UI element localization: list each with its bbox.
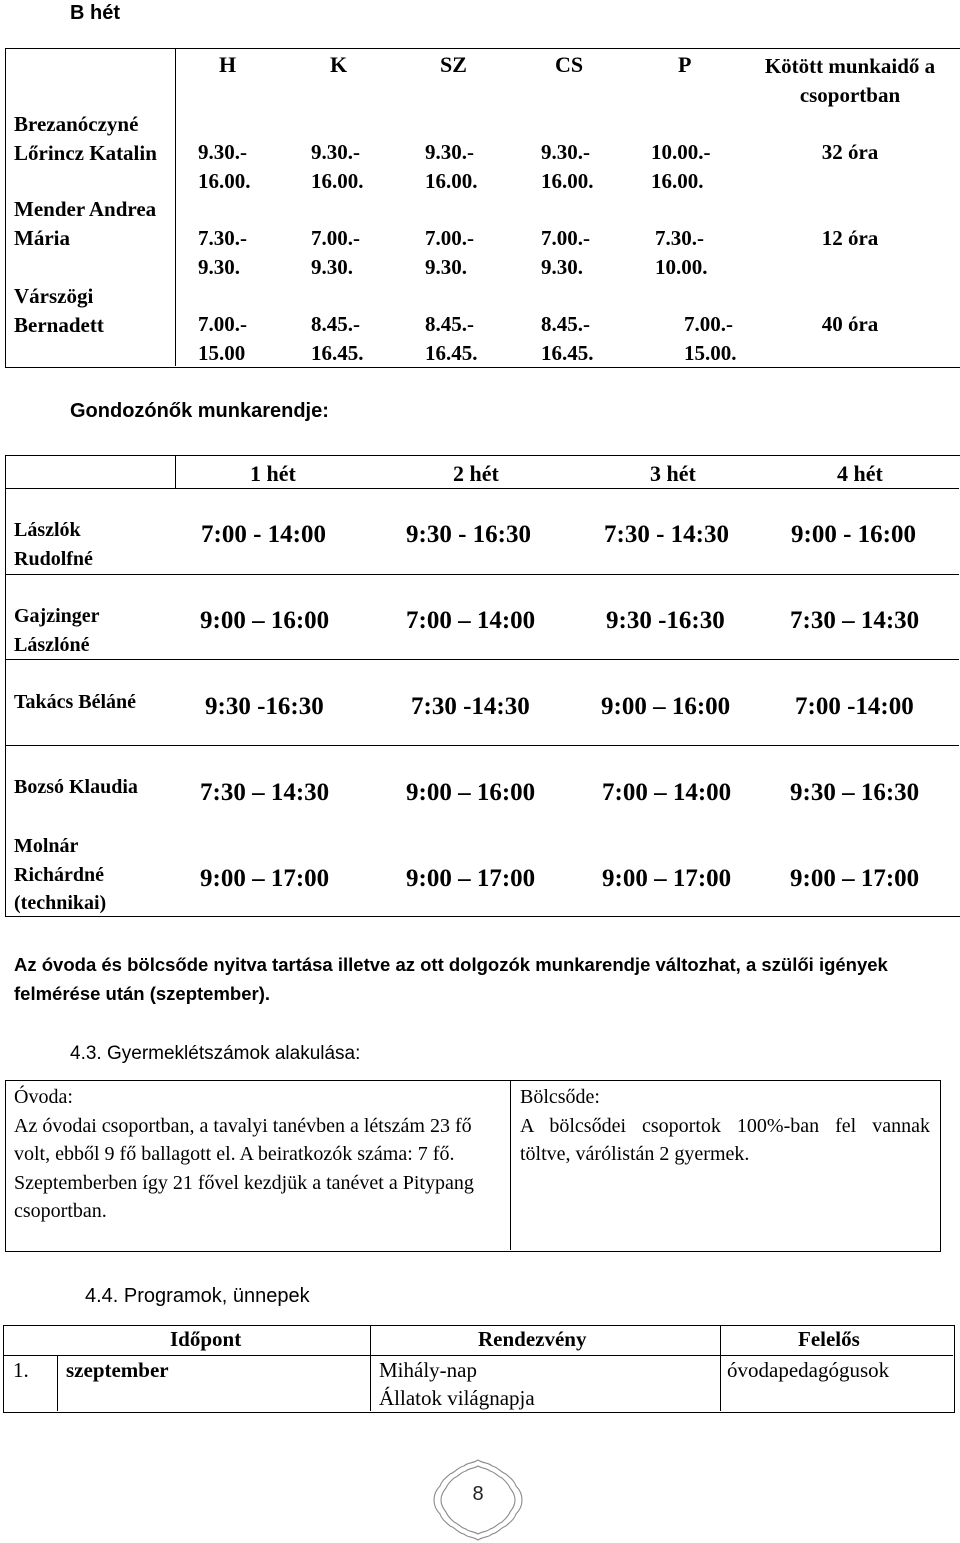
- kindergarten-text: Az óvodai csoportban, a tavalyi tanévben a létszám 23 fő volt, ebből 9 fő ballagott el. A beiratkozók száma: 7 fő. Szeptemberben így 21 fővel kezdjük a tanévet a Pitypang csoportban.: [14, 1114, 474, 1222]
- time-cell: 9:00 – 16:00: [200, 607, 330, 634]
- time-cell: 7:30 – 14:30: [200, 779, 330, 806]
- table-divider: [175, 48, 176, 366]
- time-cell: 7.30.- 9.30.: [198, 226, 247, 279]
- caregivers-title: Gondozónők munkarendje:: [70, 400, 329, 422]
- time-cell: 9:30 -16:30: [606, 607, 725, 634]
- kindergarten-cell: [14, 1083, 504, 1226]
- row-divider: [5, 574, 959, 575]
- staff-name: Várszögi Bernadett: [14, 284, 104, 337]
- week-header: 2 hét: [453, 461, 499, 486]
- time-cell: 9:00 – 17:00: [200, 865, 330, 892]
- hours-cell: 40 óra: [821, 312, 879, 336]
- time-cell: 9:00 - 16:00: [791, 521, 916, 548]
- time-cell: 7:30 – 14:30: [790, 607, 920, 634]
- time-cell: 9.30.- 16.00.: [541, 140, 594, 193]
- time-cell: 7.30.- 10.00.: [655, 226, 708, 279]
- caregiver-name: Molnár Richárdné (technikai): [14, 835, 107, 914]
- column-header-cs: CS: [555, 52, 584, 77]
- time-cell: 9.30.- 16.00.: [198, 140, 251, 193]
- time-cell: 9:00 – 16:00: [601, 693, 731, 720]
- time-cell: 7:30 - 14:30: [604, 521, 729, 548]
- time-cell: 7.00.- 9.30.: [311, 226, 360, 279]
- program-event: Állatok világnapja: [379, 1386, 535, 1410]
- caregiver-name: Lászlók Rudolfné: [14, 519, 93, 570]
- column-divider: [720, 1325, 721, 1411]
- section-heading: 4.3. Gyermeklétszámok alakulása:: [70, 1043, 361, 1064]
- section-heading: 4.4. Programok, ünnepek: [85, 1285, 310, 1307]
- row-divider: [5, 488, 959, 489]
- program-event: Mihály-nap: [379, 1358, 477, 1382]
- time-cell: 9:30 – 16:30: [790, 779, 920, 806]
- time-cell: 7:00 – 14:00: [406, 607, 536, 634]
- time-cell: 9:30 -16:30: [205, 693, 324, 720]
- nursery-text: A bölcsődei csoportok 100%-ban fel vannak töltve, várólistán 2 gyermek.: [520, 1114, 930, 1165]
- time-cell: 7.00.- 15.00: [198, 312, 247, 365]
- notice-text: Az óvoda és bölcsőde nyitva tartása illetve az ott dolgozók munkarendje változhat, a szülői igények felmérése után (szeptember).: [14, 954, 888, 1004]
- column-header: Felelős: [798, 1327, 860, 1351]
- time-cell: 9.30.- 16.00.: [311, 140, 364, 193]
- row-divider: [5, 659, 959, 660]
- nursery-cell: [520, 1083, 930, 1169]
- program-time: szeptember: [66, 1358, 169, 1382]
- staff-name: Brezanóczyné Lőrincz Katalin: [14, 112, 157, 165]
- hours-cell: 32 óra: [821, 140, 879, 164]
- column-header-k: K: [330, 52, 348, 77]
- column-header: Időpont: [170, 1327, 242, 1351]
- time-cell: 7:00 -14:00: [795, 693, 914, 720]
- time-cell: 8.45.- 16.45.: [311, 312, 364, 365]
- column-divider: [57, 1355, 58, 1411]
- section-title: B hét: [70, 2, 120, 24]
- time-cell: 7.00.- 9.30.: [541, 226, 590, 279]
- week-header: 1 hét: [250, 461, 296, 486]
- time-cell: 7:00 - 14:00: [201, 521, 326, 548]
- time-cell: 9:00 – 17:00: [406, 865, 536, 892]
- column-divider: [175, 455, 176, 488]
- time-cell: 9:00 – 17:00: [790, 865, 920, 892]
- caregiver-name: Takács Béláné: [14, 691, 137, 713]
- time-cell: 9:00 – 16:00: [406, 779, 536, 806]
- time-cell: 7:30 -14:30: [411, 693, 530, 720]
- time-cell: 8.45.- 16.45.: [425, 312, 478, 365]
- table-divider: [510, 1080, 511, 1250]
- column-header-sz: SZ: [440, 52, 467, 77]
- nursery-heading: Bölcsőde:: [520, 1086, 600, 1108]
- column-header-h: H: [219, 52, 237, 77]
- hours-header: Kötött munkaidő a csoportban: [764, 54, 936, 107]
- time-cell: 10.00.- 16.00.: [651, 140, 711, 193]
- column-header-p: P: [678, 52, 692, 77]
- row-number: 1.: [13, 1358, 29, 1382]
- staff-name: Mender Andrea Mária: [14, 197, 157, 250]
- week-header: 4 hét: [837, 461, 883, 486]
- row-divider: [5, 745, 959, 746]
- time-cell: 7:00 – 14:00: [602, 779, 732, 806]
- time-cell: 9:00 – 17:00: [602, 865, 732, 892]
- time-cell: 8.45.- 16.45.: [541, 312, 594, 365]
- kindergarten-heading: Óvoda:: [14, 1086, 73, 1108]
- week-header: 3 hét: [650, 461, 696, 486]
- time-cell: 7.00.- 9.30.: [425, 226, 474, 279]
- program-responsible: óvodapedagógusok: [727, 1358, 890, 1382]
- hours-cell: 12 óra: [821, 226, 879, 250]
- column-header: Rendezvény: [478, 1327, 587, 1351]
- column-divider: [370, 1325, 371, 1411]
- caregiver-name: Bozsó Klaudia: [14, 776, 138, 798]
- time-cell: 7.00.- 15.00.: [684, 312, 737, 365]
- caregiver-name: Gajzinger Lászlóné: [14, 605, 100, 656]
- time-cell: 9:30 - 16:30: [406, 521, 531, 548]
- page-number: 8: [472, 1483, 484, 1505]
- time-cell: 9.30.- 16.00.: [425, 140, 478, 193]
